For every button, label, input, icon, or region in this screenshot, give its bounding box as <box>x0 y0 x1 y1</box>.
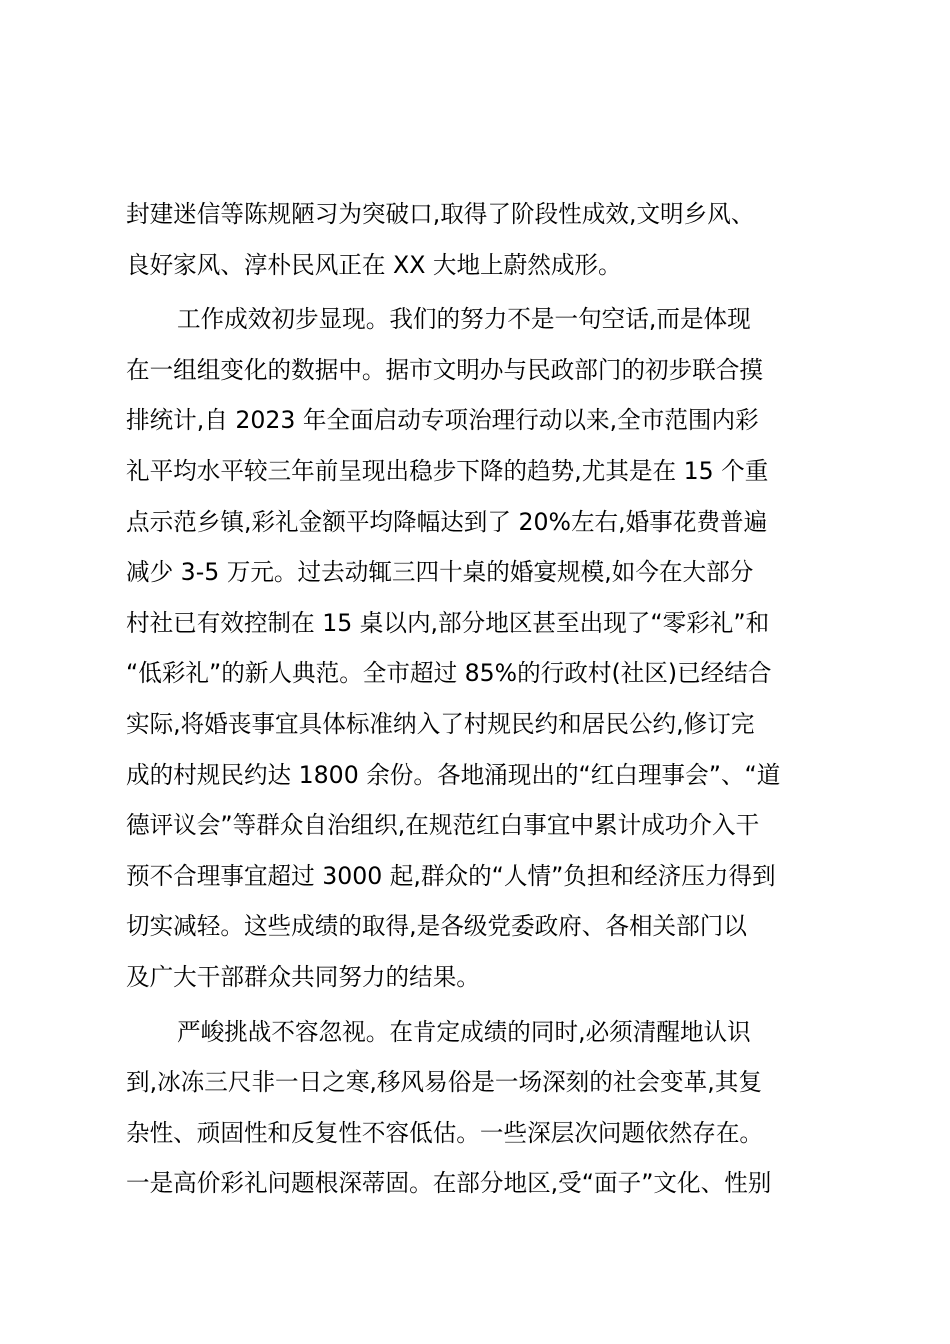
paragraph-2 <box>126 294 826 1002</box>
paragraph-3 <box>126 1007 826 1209</box>
paragraph-line: “低彩礼”的新人典范。全市超过 85%的行政村(社区)已经结合 <box>126 659 772 688</box>
paragraph-line: 到,冰冻三尺非一日之寒,移风易俗是一场深刻的社会变革,其复 <box>126 1068 762 1097</box>
paragraph-1 <box>126 189 826 290</box>
paragraph-line: 一是高价彩礼问题根深蒂固。在部分地区,受“面子”文化、性别 <box>126 1169 772 1198</box>
paragraph-line: 切实减轻。这些成绩的取得,是各级党委政府、各相关部门以 <box>126 912 747 941</box>
paragraph-line: 礼平均水平较三年前呈现出稳步下降的趋势,尤其是在 15 个重 <box>126 456 769 485</box>
paragraph-line: 成的村规民约达 1800 余份。各地涌现出的“红白理事会”、“道 <box>126 760 781 789</box>
paragraph-line: 在一组组变化的数据中。据市文明办与民政部门的初步联合摸 <box>126 355 764 384</box>
paragraph-line: 封建迷信等陈规陋习为突破口,取得了阶段性成效,文明乡风、 <box>126 200 755 228</box>
document-body <box>126 189 826 1209</box>
paragraph-line: 工作成效初步显现。我们的努力不是一句空话,而是体现 <box>177 305 751 334</box>
paragraph-line: 村社已有效控制在 15 桌以内,部分地区甚至出现了“零彩礼”和 <box>126 608 770 637</box>
paragraph-line: 杂性、顽固性和反复性不容低估。一些深层次问题依然存在。 <box>126 1118 764 1147</box>
paragraph-line: 严峻挑战不容忽视。在肯定成绩的同时,必须清醒地认识 <box>177 1017 751 1046</box>
paragraph-line: 良好家风、淳朴民风正在 XX 大地上蔚然成形。 <box>126 250 622 279</box>
paragraph-line: 及广大干部群众共同努力的结果。 <box>126 962 480 991</box>
paragraph-line: 减少 3-5 万元。过去动辄三四十桌的婚宴规模,如今在大部分 <box>126 558 754 587</box>
paragraph-line: 实际,将婚丧事宜具体标准纳入了村规民约和居民公约,修订完 <box>126 709 755 738</box>
paragraph-line: 德评议会”等群众自治组织,在规范红白事宜中累计成功介入干 <box>126 811 760 840</box>
paragraph-line: 点示范乡镇,彩礼金额平均降幅达到了 20%左右,婚事花费普遍 <box>126 507 768 536</box>
paragraph-line: 排统计,自 2023 年全面启动专项治理行动以来,全市范围内彩 <box>126 406 759 435</box>
paragraph-line: 预不合理事宜超过 3000 起,群众的“人情”负担和经济压力得到 <box>126 861 776 890</box>
